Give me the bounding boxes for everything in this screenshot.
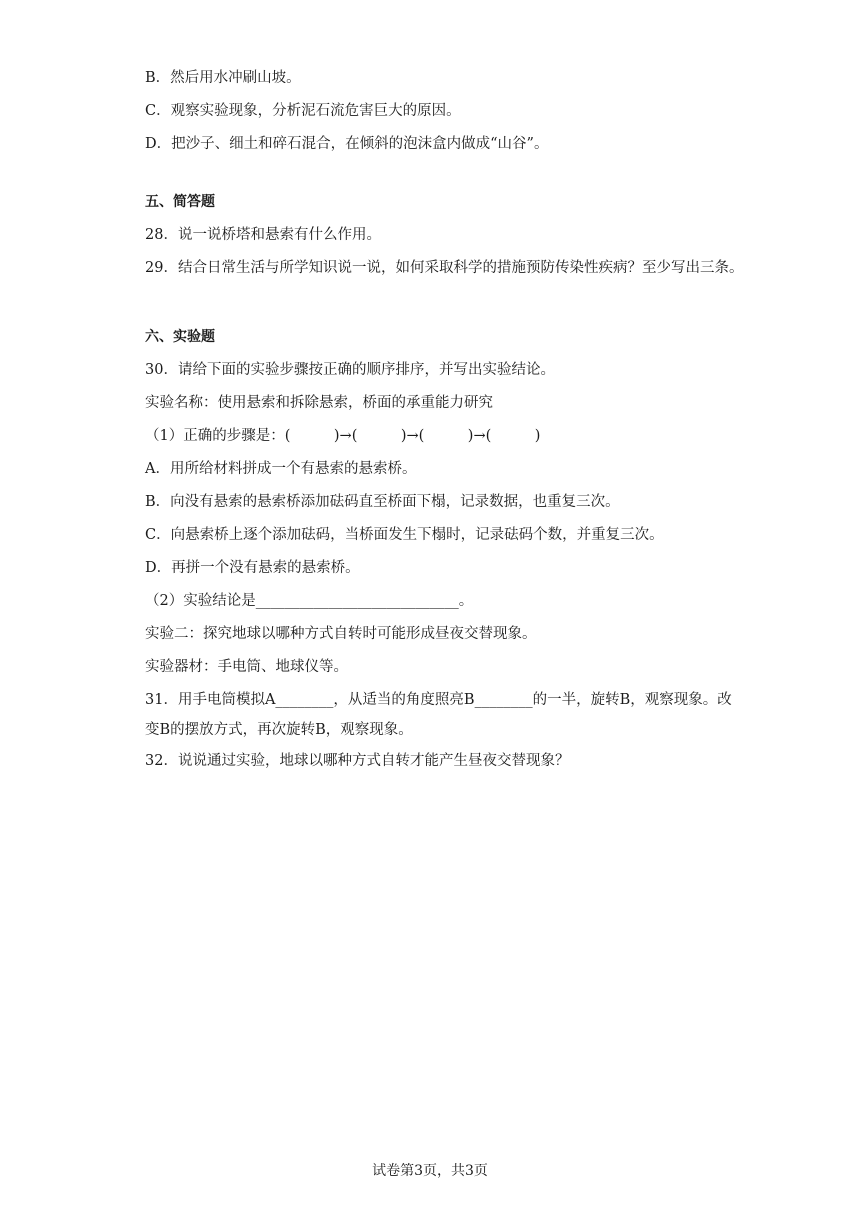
step-option-b: B．向没有悬索的悬索桥添加砝码直至桥面下榻，记录数据，也重复三次。 xyxy=(145,494,620,510)
step-option-a: A．用所给材料拼成一个有悬索的悬索桥。 xyxy=(145,461,417,477)
section-6-heading: 六、实验题 xyxy=(145,329,215,345)
option-d-line: D．把沙子、细土和碎石混合，在倾斜的泡沫盒内做成“山谷”。 xyxy=(145,136,549,152)
question-31: 31．用手电筒模拟A________，从适当的角度照亮B________的一半，旋转B，观察现象。改变B的摆放方式，再次旋转B，观察现象。 xyxy=(145,692,732,738)
option-b-line: B．然后用水冲刷山坡。 xyxy=(145,70,301,86)
question-32: 32．说说通过实验，地球以哪种方式自转才能产生昼夜交替现象？ xyxy=(145,753,570,769)
experiment-2: 实验二：探究地球以哪种方式自转时可能形成昼夜交替现象。 xyxy=(145,626,537,642)
step-order-line: （1）正确的步骤是：( )→( )→( )→( ) xyxy=(145,428,541,444)
step-option-c: C．向悬索桥上逐个添加砝码，当桥面发生下榻时，记录砝码个数，并重复三次。 xyxy=(145,527,664,543)
section-5-heading: 五、简答题 xyxy=(145,194,215,210)
experiment-name: 实验名称：使用悬索和拆除悬索，桥面的承重能力研究 xyxy=(145,395,493,411)
page-footer: 试卷第3页，共3页 xyxy=(372,1163,488,1179)
step-option-d: D．再拼一个没有悬索的悬索桥。 xyxy=(145,560,360,576)
conclusion-line: （2）实验结论是____________________________。 xyxy=(145,593,474,609)
question-28: 28．说一说桥塔和悬索有什么作用。 xyxy=(145,227,381,243)
question-30: 30．请给下面的实验步骤按正确的顺序排序，并写出实验结论。 xyxy=(145,362,555,378)
option-c-line: C．观察实验现象，分析泥石流危害巨大的原因。 xyxy=(145,103,461,119)
page-content xyxy=(145,68,745,784)
experiment-materials: 实验器材：手电筒、地球仪等。 xyxy=(145,659,348,675)
question-29: 29．结合日常生活与所学知识说一说，如何采取科学的措施预防传染性疾病？至少写出三条。 xyxy=(145,260,744,276)
